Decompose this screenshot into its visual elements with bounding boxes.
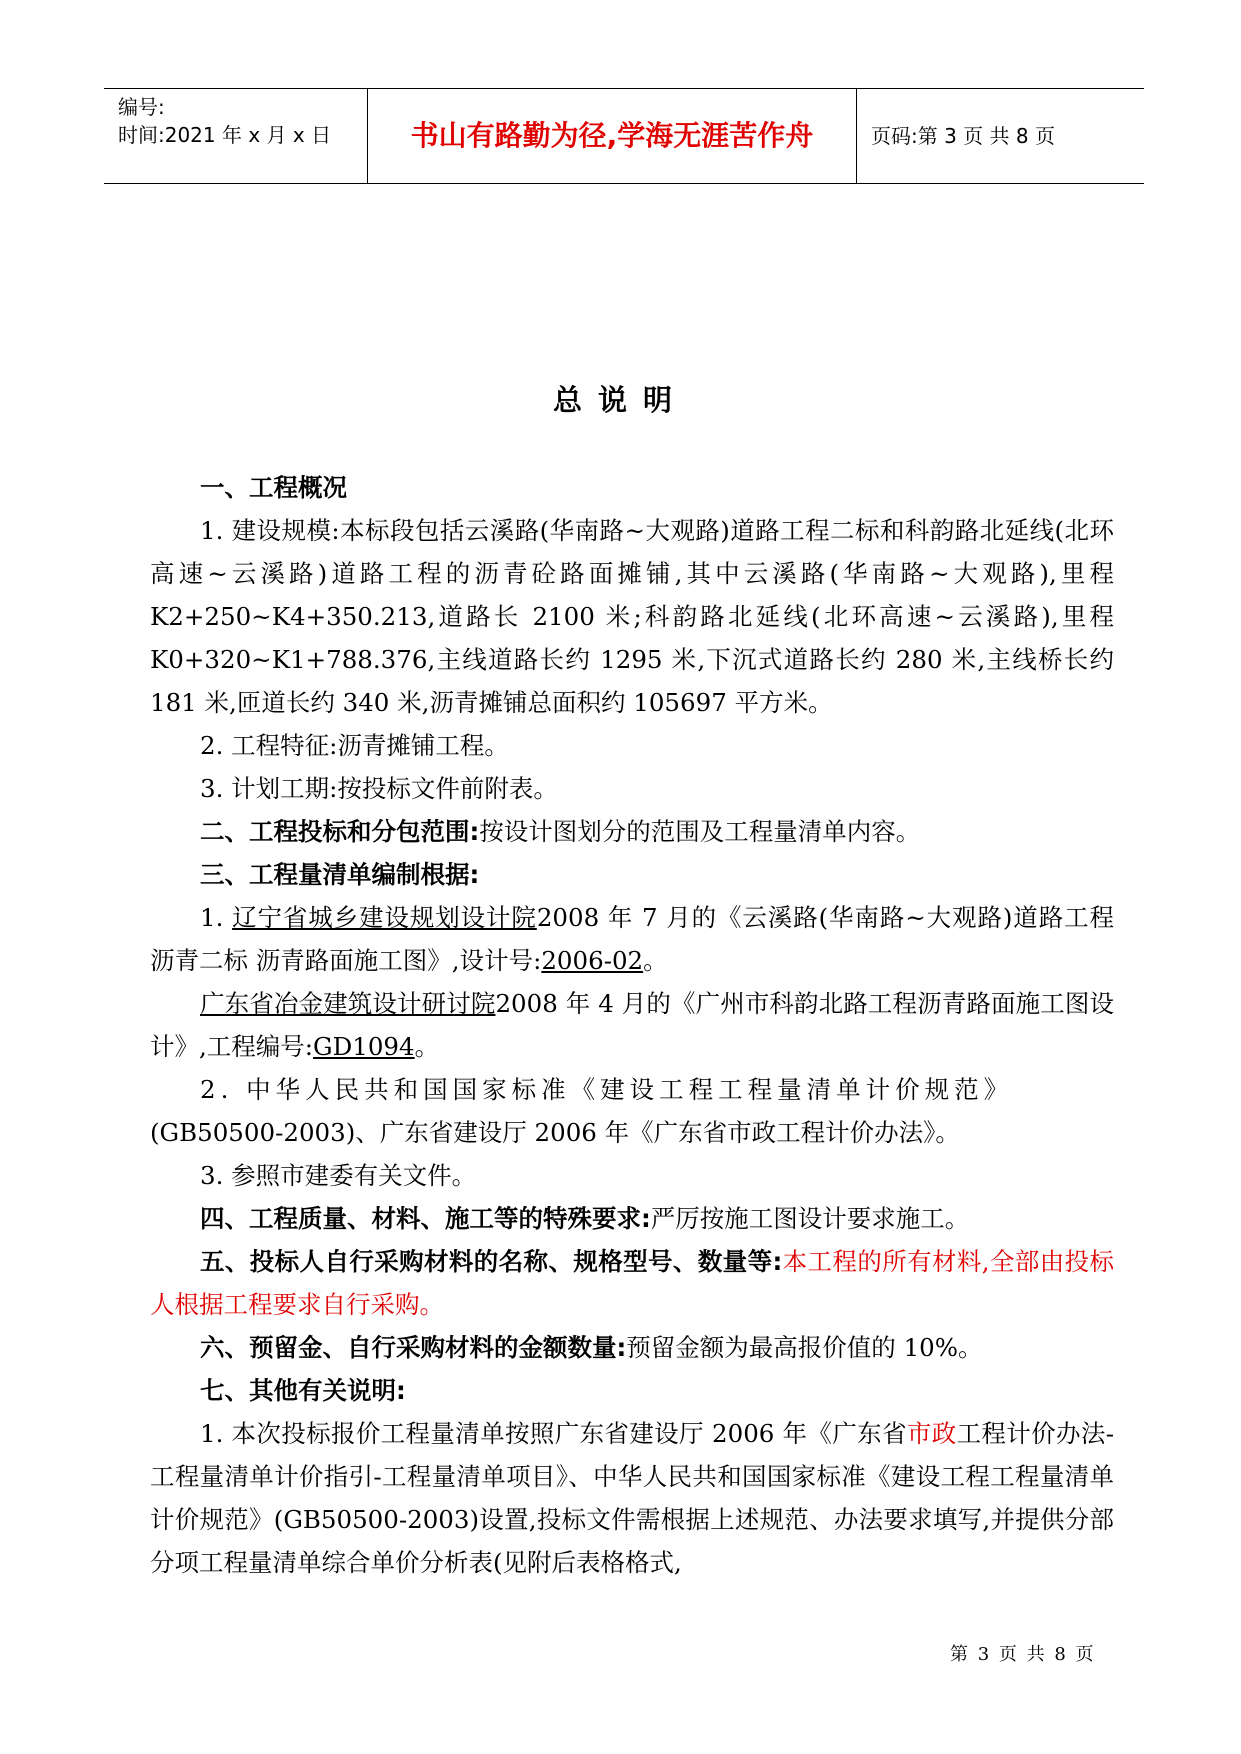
section-7-para-1-text-b: 工程计价办法-工程量清单计价指引-工程量清单项目》、中华人民共和国国家标准《建设工程工程量清单计价规范》(GB50500-2003)设置,投标文件需根据上述规范、办法要求填写,并提供分部分项工程量清单综合单价分析表(见附后表格格式, (150, 1419, 1115, 1577)
section-7-heading: 七、其他有关说明: (200, 1376, 406, 1405)
section-2-text: 按设计图划分的范围及工程量清单内容。 (479, 817, 921, 846)
section-3-para-2a: 2. 中华人民共和国国家标准《建设工程工程量清单计价规范》 (200, 1075, 1014, 1104)
document-body (150, 466, 1114, 1584)
section-6-text: 预留金额为最高报价值的 10%。 (626, 1333, 983, 1362)
section-3-para-1b (150, 982, 1114, 1068)
header-motto-cell (368, 89, 857, 183)
section-2 (150, 810, 1114, 853)
punctuation: 。 (643, 946, 668, 975)
section-4-text: 严厉按施工图设计要求施工。 (650, 1204, 970, 1233)
design-institute-1: 辽宁省城乡建设规划设计院 (232, 903, 537, 932)
section-5-text: 本工程的所有材料,全部由投标人根据工程要求自行采购。 (150, 1247, 1115, 1319)
header-page-info: 页码:第 3 页 共 8 页 (871, 124, 1055, 148)
section-3-para-2b: (GB50500-2003)、广东省建设厅 2006 年《广东省市政工程计价办法》。 (150, 1118, 960, 1147)
time-label: 时间:2021 年 x 月 x 日 (118, 123, 332, 147)
section-4-heading: 四、工程质量、材料、施工等的特殊要求: (200, 1204, 651, 1233)
section-4 (150, 1197, 1114, 1240)
design-code-2: GD1094 (313, 1032, 415, 1061)
section-1-para-1: 1. 建设规模:本标段包括云溪路(华南路~大观路)道路工程二标和科韵路北延线(北环高速~云溪路)道路工程的沥青砼路面摊铺,其中云溪路(华南路~大观路),里程 K2+250~K4+350.213,道路长 2100 米;科韵路北延线(北环高速~云溪路),里程 K0+320~K1+788.376,主线道路长约 1295 米,下沉式道路长约 280 米,主线桥长约 181 米,匝道长约 340 米,沥青摊铺总面积约 105697 平方米。 (150, 516, 1114, 717)
document-title: 总说明 (552, 383, 688, 417)
section-3-para-1b-text: 2008 年 4 月的《广州市科韵北路工程沥青路面施工图设计》,工程编号: (150, 989, 1114, 1061)
section-1-para-2: 2. 工程特征:沥青摊铺工程。 (200, 731, 509, 760)
section-6-heading: 六、预留金、自行采购材料的金额数量: (200, 1333, 627, 1362)
header-page-cell (857, 89, 1144, 183)
number-label: 编号: (118, 95, 165, 119)
design-code-1: 2006-02 (541, 946, 644, 975)
section-7-para-1 (150, 1412, 1114, 1584)
motto: 书山有路勤为径,学海无涯苦作舟 (410, 119, 814, 152)
section-3-heading: 三、工程量清单编制根据: (200, 860, 480, 889)
section-3-para-1 (150, 896, 1114, 982)
page-footer: 第 3 页 共 8 页 (950, 1644, 1096, 1665)
section-2-heading: 二、工程投标和分包范围: (200, 817, 480, 846)
section-1-heading: 一、工程概况 (200, 473, 347, 502)
section-3-para-3: 3. 参照市建委有关文件。 (200, 1161, 477, 1190)
section-5 (150, 1240, 1114, 1326)
section-6 (150, 1326, 1114, 1369)
section-5-heading: 五、投标人自行采购材料的名称、规格型号、数量等: (200, 1247, 783, 1276)
punctuation: 。 (414, 1032, 440, 1061)
page-header (104, 88, 1144, 184)
section-7-para-1-text-a: 1. 本次投标报价工程量清单按照广东省建设厅 2006 年《广东省 (200, 1419, 907, 1448)
section-1-para-3: 3. 计划工期:按投标文件前附表。 (200, 774, 558, 803)
list-number: 1. (200, 903, 233, 932)
section-3-para-1-text: 2008 年 7 月的《云溪路(华南路~大观路)道路工程 沥青二标 沥青路面施工图》,设计号: (150, 903, 1114, 975)
highlighted-term: 市政 (906, 1419, 957, 1448)
header-meta-cell (104, 89, 368, 183)
design-institute-2: 广东省冶金建筑设计研讨院 (200, 989, 496, 1018)
